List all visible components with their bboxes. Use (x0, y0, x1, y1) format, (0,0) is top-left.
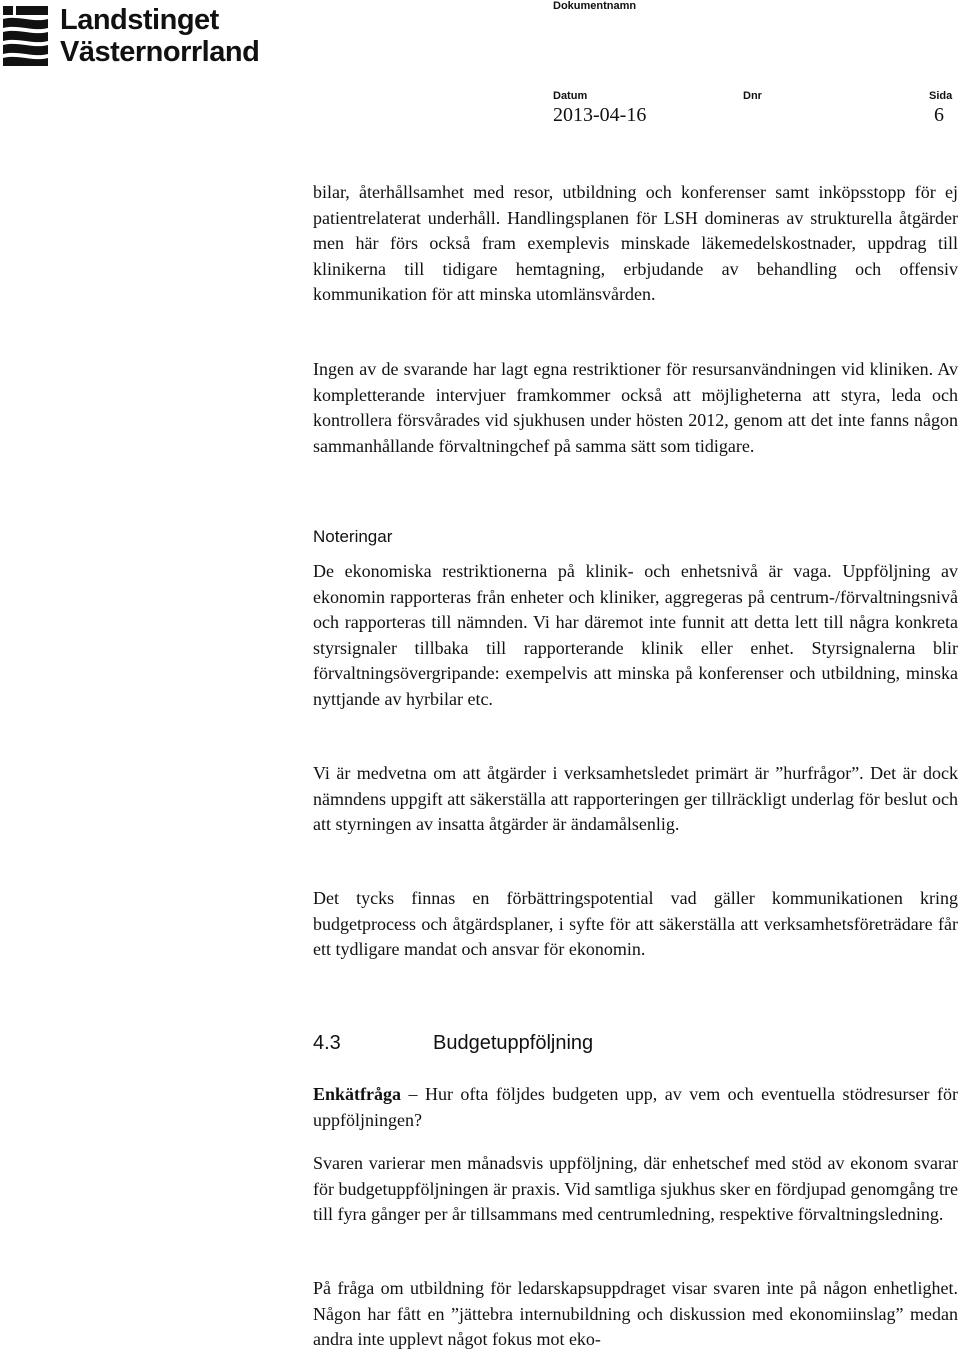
paragraph-leadership-training: På fråga om utbildning för ledarskapsuppdraget visar svaren inte på någon enhetlighet. Någon har fått en ”jättebra internubildning och diskussion med ekonomiinslag” medan andra inte upplevt något fokus mot eko- (313, 1278, 958, 1349)
section-number: 4.3 (313, 1032, 341, 1054)
date-label: Datum (553, 90, 588, 102)
page-number: 6 (934, 104, 944, 126)
survey-question-text: – Hur ofta följdes budgeten upp, av vem och eventuella stödresurser för uppföljningen? (313, 1084, 958, 1130)
document-name-label: Dokumentnamn (553, 0, 637, 12)
dnr-label: Dnr (743, 90, 762, 102)
page-label: Sida (929, 90, 953, 102)
paragraph-notes-restrictions: De ekonomiska restriktionerna på klinik- och enhetsnivå är vaga. Uppföljning av ekonomin rapporteras från enheter och kliniker, aggregeras på centrum-/förvaltningsnivå och rapporteras till nämnden. Vi har däremot inte funnit att detta lett till några konkreta styrsignaler tillbaka till rapporterande klinik eller enhet. Styrsignalerna blir förvaltningsövergripande: exempelvis att minska på konferenser och utbildning, minska nyttjande av hyrbilar etc. (313, 561, 958, 709)
paragraph-no-restrictions: Ingen av de svarande har lagt egna restriktioner för resursanvändningen vid kliniken. Av kompletterande intervjuer framkommer också att möjligheterna att styra, leda och kontrollera försvårades vid sjukhusen under hösten 2012, genom att det inte fanns någon sammanhållande förvaltningchef på samma sätt som tidigare. (313, 359, 958, 456)
organization-name-line1: Landstinget (60, 4, 219, 36)
paragraph-survey-question (313, 1082, 958, 1133)
paragraph-awareness: Vi är medvetna om att åtgärder i verksamhetsledet primärt är ”hurfrågor”. Det är dock nämndens uppgift att säkerställa att rapporteringen ger tillräckligt underlag för beslut och att styrningen av insatta åtgärder är ändamålsenlig. (313, 763, 958, 834)
paragraph-monthly-follow-up: Svaren varierar men månadsvis uppföljning, där enhetschef med stöd av ekonom svarar för budgetuppföljningen är praxis. Vid samtliga sjukhus sker en fördjupad genomgång tre till fyra gånger per år tillsammans med centrumledning, respektive förvaltningsledning. (313, 1153, 958, 1224)
paragraph-improvement-potential: Det tycks finnas en förbättringspotential vad gäller kommunikationen kring budgetprocess och åtgärdsplaner, i syfte för att säkerställa att verksamhetsföreträdare får ett tydligare mandat och ansvar för ekonomin. (313, 888, 958, 959)
section-title: Budgetuppföljning (433, 1032, 594, 1054)
paragraph-action-plans: bilar, återhållsamhet med resor, utbildning och konferenser samt inköpsstopp för ej patientrelaterat underhåll. Handlingsplanen för LSH domineras av strukturella åtgärder men här förs också fram exemplevis minskade läkemedelskostnader, uppdrag till klinikerna till tidigare hemtagning, erbjudande av behandling och offensiv kommunikation för att minska utomlänsvården. (313, 182, 958, 304)
organization-name (60, 4, 259, 68)
date-value: 2013-04-16 (553, 104, 647, 126)
organization-name-line2: Västernorrland (60, 36, 260, 68)
notes-heading: Noteringar (313, 527, 393, 546)
landstinget-logo-icon (0, 2, 52, 68)
survey-label: Enkätfråga (313, 1084, 402, 1104)
organization-logo (0, 2, 300, 70)
